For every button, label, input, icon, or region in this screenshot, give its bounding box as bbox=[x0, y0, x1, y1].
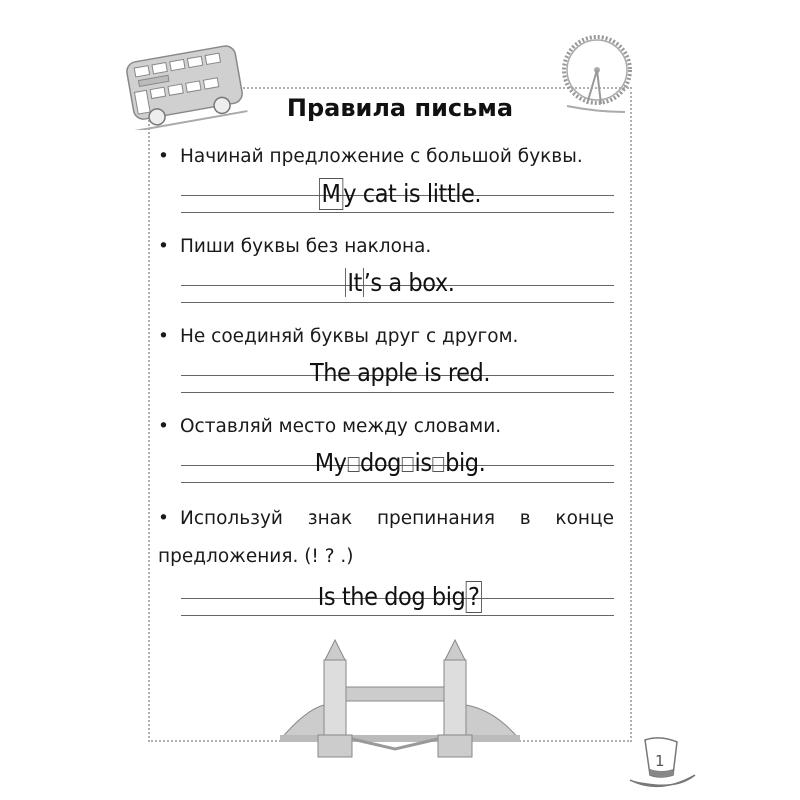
rule-item bbox=[158, 146, 583, 167]
example-sentence: Is the dog big ? bbox=[40, 581, 760, 613]
rule-text: Используй знак препинания в конце предложения. (! ? .) bbox=[158, 508, 614, 567]
rule-item bbox=[158, 326, 518, 347]
page-title: Правила письма bbox=[286, 94, 514, 122]
tower-bridge-icon bbox=[280, 635, 520, 760]
bullet-icon: • bbox=[158, 326, 169, 347]
example-sentence: M y cat is little. bbox=[40, 178, 760, 210]
rule-text: Пиши буквы без наклона. bbox=[180, 236, 432, 257]
capital-letter-box: M bbox=[319, 178, 343, 210]
rule-item bbox=[158, 236, 431, 257]
rule-item bbox=[158, 416, 501, 437]
rule-text: Начинай предложение с большой буквы. bbox=[180, 146, 583, 167]
bullet-icon: • bbox=[158, 508, 169, 529]
example-sentence: My dog is big. bbox=[314, 448, 486, 477]
rule-text: Не соединяй буквы друг с другом. bbox=[180, 326, 519, 347]
example-sentence: The apple is red. bbox=[309, 358, 491, 387]
rule-text: Оставляй место между словами. bbox=[180, 416, 502, 437]
word-space-box bbox=[402, 457, 414, 472]
rule-item bbox=[158, 500, 614, 576]
example-sentence: It’s a box. bbox=[347, 268, 455, 297]
bullet-icon: • bbox=[158, 416, 169, 437]
bullet-icon: • bbox=[158, 146, 169, 167]
punctuation-box: ? bbox=[465, 581, 482, 613]
word-space-box bbox=[347, 457, 359, 472]
word-space-box bbox=[433, 457, 445, 472]
upright-letter-guide: It bbox=[347, 268, 362, 297]
bullet-icon: • bbox=[158, 236, 169, 257]
page-number: 1 bbox=[655, 752, 665, 770]
